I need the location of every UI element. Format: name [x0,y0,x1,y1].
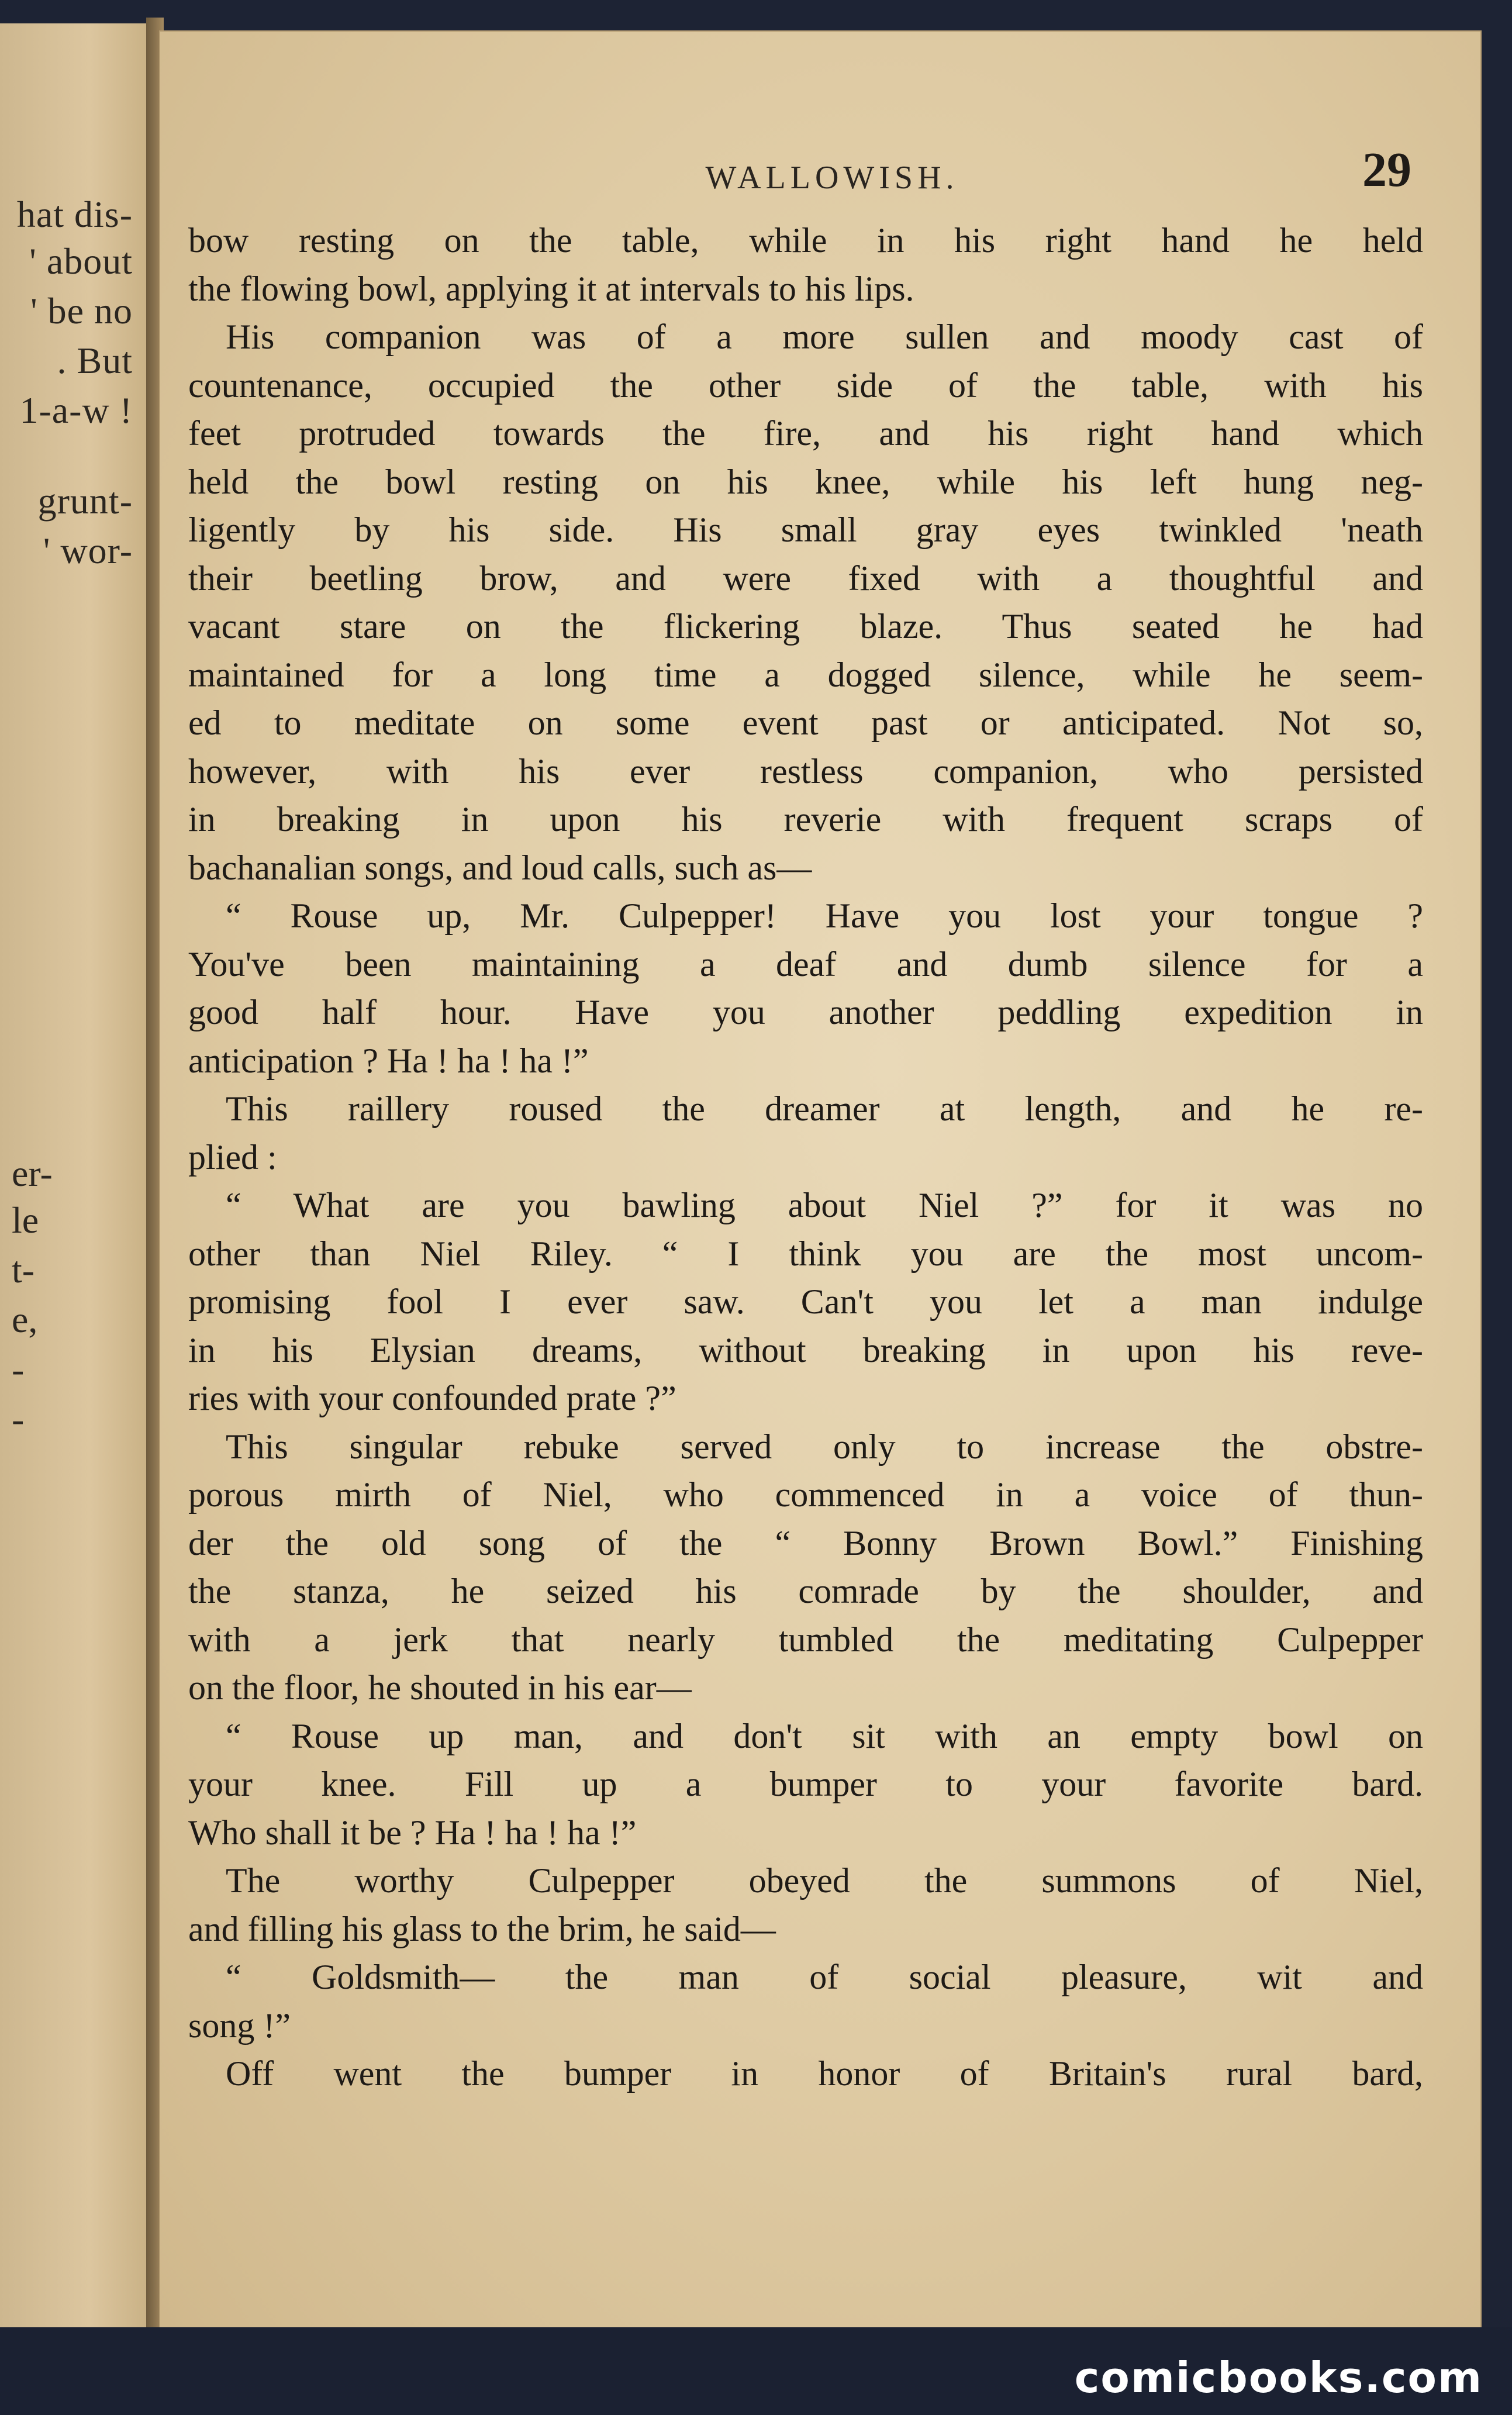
text-line: plied : [188,1137,277,1177]
text-line: maintained for a long time a dogged silence, while he seem- [188,655,1423,694]
page-number: 29 [1362,143,1411,197]
text-line: porous mirth of Niel, who commenced in a voice of thun- [188,1475,1423,1514]
text-line: feet protruded towards the fire, and his right hand which [188,414,1423,453]
page-body-text [188,216,1423,2098]
text-line: bachanalian songs, and loud calls, such as— [188,848,812,887]
running-head: WALLOWISH. [705,160,959,196]
text-line: Who shall it be ? Ha ! ha ! ha !” [188,1813,637,1852]
previous-page-line: ' be no [30,290,133,332]
previous-page-line: - [12,1398,25,1440]
text-line: with a jerk that nearly tumbled the meditating Culpepper [188,1620,1423,1659]
previous-page-line: e, [12,1299,38,1340]
text-line: “ Rouse up man, and don't sit with an empty bowl on [226,1716,1423,1755]
previous-page-line: ' wor- [43,530,133,571]
text-line: anticipation ? Ha ! ha ! ha !” [188,1041,589,1080]
text-line: countenance, occupied the other side of the table, with his [188,365,1423,405]
book-page [159,30,1482,2328]
text-line: This raillery roused the dreamer at length, and he re- [226,1089,1423,1128]
text-line: Off went the bumper in honor of Britain's rural bard, [226,2054,1423,2093]
text-line: The worthy Culpepper obeyed the summons of Niel, [226,1861,1423,1900]
text-line: His companion was of a more sullen and moody cast of [226,318,1423,356]
text-line: “ Rouse up, Mr. Culpepper! Have you lost your tongue ? [226,896,1423,935]
previous-page-line: . But [57,340,133,381]
site-watermark: comicbooks.com [1074,2353,1483,2402]
previous-page-line: hat dis- [16,194,133,235]
text-line: ligently by his side. His small gray eyes twinkled 'neath [188,510,1423,549]
text-line: der the old song of the “ Bonny Brown Bowl.” Finishing [188,1523,1423,1562]
text-line: on the floor, he shouted in his ear— [188,1668,692,1707]
text-line: other than Niel Riley. “ I think you are the most uncom- [188,1234,1423,1273]
text-line: “ What are you bawling about Niel ?” for it was no [226,1186,1423,1224]
text-line: ries with your confounded prate ?” [188,1379,676,1417]
previous-page-line: ' about [29,240,133,282]
previous-page-line: t- [12,1249,35,1291]
text-line: bow resting on the table, while in his right hand he held [188,221,1423,260]
text-line: song !” [188,2006,291,2045]
text-line: You've been maintaining a deaf and dumb silence for a [188,944,1423,984]
text-line: “ Goldsmith— the man of social pleasure, wit and [226,1958,1423,1996]
text-line: in his Elysian dreams, without breaking in upon his reve- [188,1330,1423,1369]
text-line: the stanza, he seized his comrade by the shoulder, and [188,1572,1423,1610]
previous-page-line: - [12,1348,25,1390]
text-line: the flowing bowl, applying it at intervals to his lips. [188,269,914,308]
previous-page-line: le [12,1199,39,1241]
text-line: held the bowl resting on his knee, while his left hung neg- [188,462,1423,501]
text-line: vacant stare on the flickering blaze. Thus seated he had [188,607,1423,646]
previous-page-line: er- [12,1153,53,1194]
text-line: and filling his glass to the brim, he said— [188,1909,776,1948]
text-line: good half hour. Have you another peddling expedition in [188,993,1423,1031]
previous-page-line: 1-a-w ! [19,389,133,431]
text-line: your knee. Fill up a bumper to your favorite bard. [188,1765,1423,1803]
previous-page-line: grunt- [37,480,133,522]
text-line: This singular rebuke served only to increase the obstre- [226,1427,1423,1466]
previous-page-fragment [0,23,149,2415]
text-line: in breaking in upon his reverie with frequent scraps of [188,800,1423,839]
text-line: their beetling brow, and were fixed with a thoughtful and [188,558,1423,598]
text-line: promising fool I ever saw. Can't you let a man indulge [188,1282,1423,1321]
text-line: however, with his ever restless companion, who persisted [188,751,1423,791]
text-line: ed to meditate on some event past or anticipated. Not so, [188,703,1423,742]
